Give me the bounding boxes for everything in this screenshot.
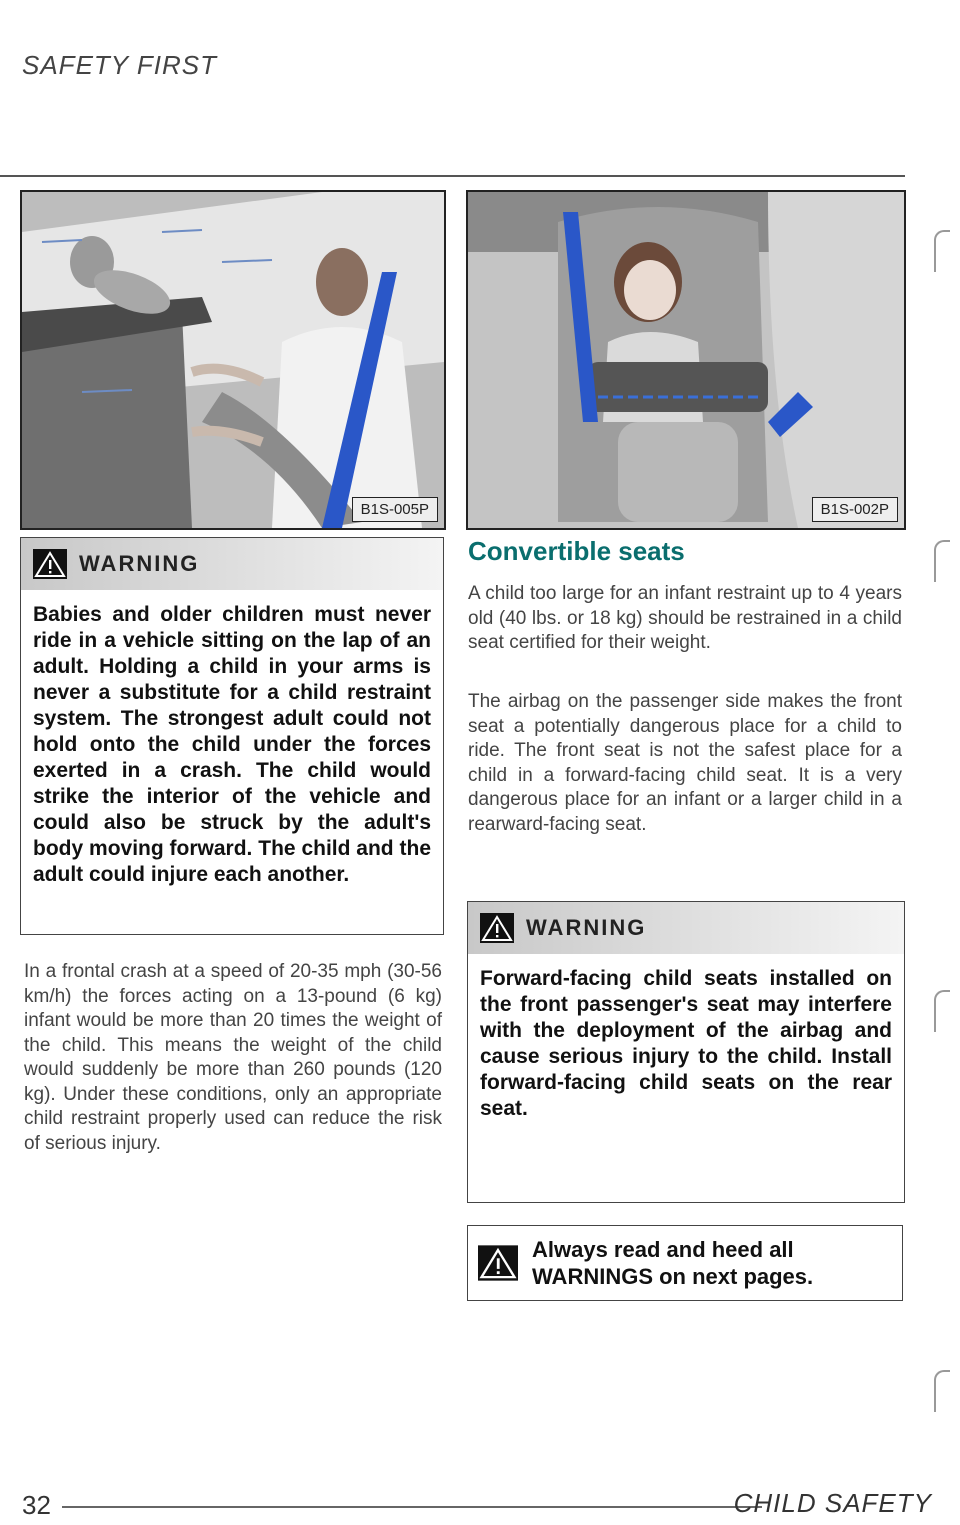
page-header-title: SAFETY FIRST — [22, 50, 217, 80]
figure-code-left: B1S-005P — [352, 497, 438, 522]
crash-forces-paragraph: In a frontal crash at a speed of 20-35 mph (30-56 km/h) the forces acting on a 13-pound (6 kg) infant would be more than 20 times the weight of the child. This means the weight of the child would suddenly be more than 260 pounds (120 kg). Under these conditions, only an appropriate child restraint properly used can reduce the risk of serious injury. — [24, 961, 442, 1154]
warning-triangle-icon — [480, 913, 514, 943]
child-seat-illustration — [466, 190, 906, 530]
convertible-paragraph-1: A child too large for an infant restraint up to 4 years old (40 lbs. or 18 kg) should be restrained in a child seat certified for their weight. — [468, 583, 902, 653]
warning-box-left — [20, 537, 444, 935]
footer-section-title: CHILD SAFETY — [733, 1488, 932, 1518]
warning-header — [468, 902, 904, 954]
warning-text: Forward-facing child seats installed on the front passenger's seat may interfere with the deployment of the airbag and cause serious injury to the child. Install forward-facing child seats on the rear seat. — [480, 967, 892, 1120]
warning-label: WARNING — [79, 551, 200, 576]
warning-triangle-icon — [33, 549, 67, 579]
warning-text: Babies and older children must never ride in a vehicle sitting on the lap of an adult. Holding a child in your arms is never a substitute for a child restraint system. The strongest adult could not hold onto the child under the forces exerted in a crash. The child would strike the interior of the vehicle and could also be struck by the adult's body moving forward. The child and the adult could injure each another. — [33, 603, 431, 886]
child-seat-illustration-graphic — [468, 192, 904, 528]
warning-triangle-icon — [478, 1245, 518, 1281]
warning-label: WARNING — [526, 915, 647, 940]
crash-illustration — [20, 190, 446, 530]
page-edge-mark — [934, 990, 950, 1032]
page-edge-mark — [934, 1370, 950, 1412]
header-rule — [0, 175, 905, 177]
figure-code-right: B1S-002P — [812, 497, 898, 522]
page-edge-mark — [934, 540, 950, 582]
crash-illustration-graphic — [22, 192, 444, 528]
page-edge-mark — [934, 230, 950, 272]
warning-box-right — [467, 901, 905, 1203]
page-number: 32 — [22, 1490, 51, 1520]
read-warnings-text: Always read and heed all WARNINGS on next pages. — [532, 1237, 814, 1289]
read-warnings-notice — [467, 1225, 903, 1301]
warning-header — [21, 538, 443, 590]
footer-rule — [62, 1506, 762, 1508]
section-title-convertible-seats: Convertible seats — [468, 536, 685, 566]
convertible-paragraph-2: The airbag on the passenger side makes the front seat a potentially dangerous place for a child to ride. The front seat is not the safest place for a child in a forward-facing child seat. It is a very dangerous place for an infant or a larger child in a rearward-facing seat. — [468, 691, 902, 835]
